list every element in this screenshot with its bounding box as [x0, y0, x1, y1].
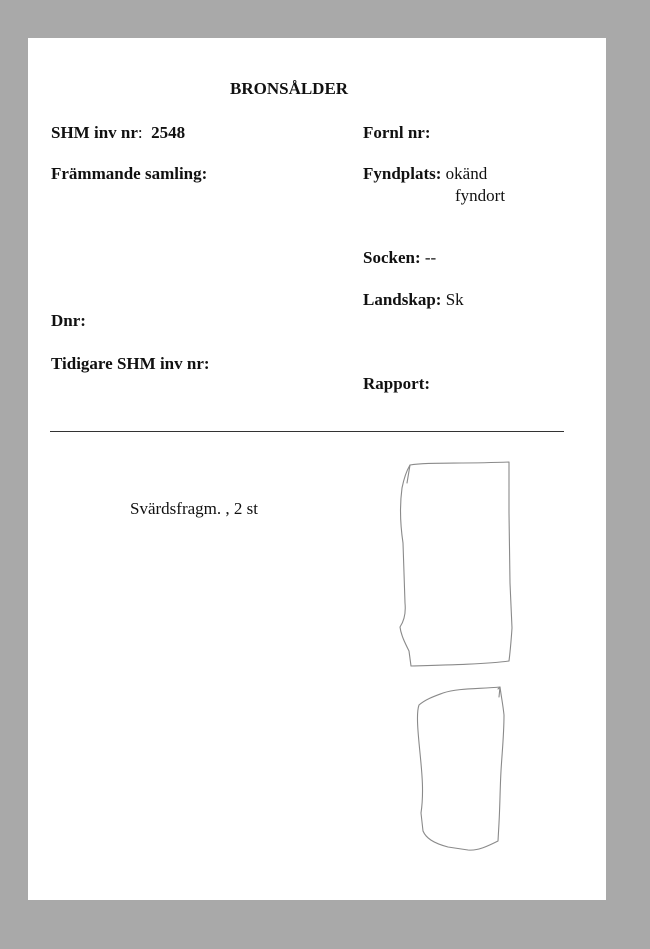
fyndplats-label: Fyndplats: [363, 164, 442, 183]
fragment-2-tip [498, 687, 500, 697]
shm-inv-label: SHM inv nr [51, 123, 138, 142]
socken-label: Socken: [363, 248, 421, 267]
divider-line [50, 431, 564, 432]
card-heading: BRONSÅLDER [230, 79, 349, 98]
sword-fragments-sketch [388, 453, 528, 858]
landskap-row [363, 290, 464, 310]
fragment-1-outline [400, 462, 512, 666]
fyndplats-value-line2: fyndort [455, 186, 506, 205]
shm-inv-colon: : [137, 123, 143, 142]
landskap-value: Sk [445, 290, 464, 309]
shm-inv-value: 2548 [151, 123, 186, 142]
tidigare-shm-inv-label: Tidigare SHM inv nr: [51, 354, 210, 373]
object-description: Svärdsfragm. , 2 st [130, 499, 258, 518]
fornl-nr-label: Fornl nr: [363, 123, 431, 142]
shm-inv-row [51, 123, 185, 143]
catalog-card [28, 38, 606, 900]
socken-value: -- [424, 248, 437, 267]
fyndplats-value-line1: okänd [445, 164, 488, 183]
rapport-label: Rapport: [363, 374, 431, 393]
fyndplats-row [363, 164, 487, 184]
socken-row [363, 248, 436, 268]
dnr-label: Dnr: [51, 311, 86, 330]
landskap-label: Landskap: [363, 290, 442, 309]
fragment-2-outline [417, 687, 504, 850]
frammande-samling-label: Främmande samling: [51, 164, 208, 183]
